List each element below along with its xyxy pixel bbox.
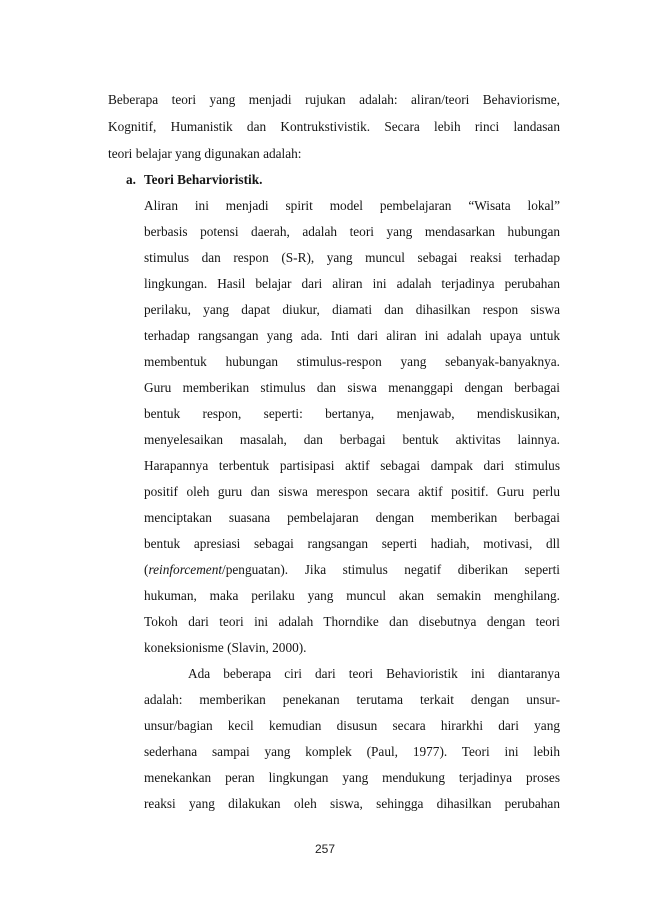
paragraph-line: menekankan peran lingkungan yang mendukung terjadinya proses — [144, 770, 560, 785]
paragraph-line: koneksionisme (Slavin, 2000). — [144, 640, 307, 655]
paragraph-line: Aliran ini menjadi spirit model pembelajaran “Wisata lokal” — [144, 198, 560, 213]
italic-term: reinforcement — [148, 562, 223, 577]
paragraph-line: bentuk apresiasi sebagai rangsangan seperti hadiah, motivasi, dll — [144, 536, 560, 551]
paragraph-line: lingkungan. Hasil belajar dari aliran ini adalah terjadinya perubahan — [144, 276, 560, 291]
paragraph-line: membentuk hubungan stimulus-respon yang sebanyak-banyaknya. — [144, 354, 560, 369]
paragraph-line: reaksi yang dilakukan oleh siswa, sehingga dihasilkan perubahan — [144, 796, 560, 811]
paragraph-line: berbasis potensi daerah, adalah teori yang mendasarkan hubungan — [144, 224, 560, 239]
paragraph-line: bentuk respon, seperti: bertanya, menjawab, mendiskusikan, — [144, 406, 560, 421]
paragraph-line: Guru memberikan stimulus dan siswa menanggapi dengan berbagai — [144, 380, 560, 395]
section-label: a. — [126, 172, 136, 187]
paragraph-line: hukuman, maka perilaku yang muncul akan semakin menghilang. — [144, 588, 560, 603]
paragraph-line: perilaku, yang dapat diukur, diamati dan dihasilkan respon siswa — [144, 302, 560, 317]
intro-line: Kognitif, Humanistik dan Kontrukstivistik. Secara lebih rinci landasan — [108, 119, 560, 134]
paragraph-line: menyelesaikan masalah, dan berbagai bentuk aktivitas lainnya. — [144, 432, 560, 447]
intro-line: Beberapa teori yang menjadi rujukan adalah: aliran/teori Behaviorisme, — [108, 92, 560, 107]
text-fragment: ( — [144, 562, 149, 577]
paragraph-line: menciptakan suasana pembelajaran dengan memberikan berbagai — [144, 510, 560, 525]
paragraph-line: sederhana sampai yang komplek (Paul, 1977). Teori ini lebih — [144, 744, 560, 759]
paragraph-line: Tokoh dari teori ini adalah Thorndike dan disebutnya dengan teori — [144, 614, 560, 629]
paragraph-line: stimulus dan respon (S-R), yang muncul sebagai reaksi terhadap — [144, 250, 560, 265]
paragraph-line: unsur/bagian kecil kemudian disusun secara hirarkhi dari yang — [144, 718, 560, 733]
section-heading — [126, 172, 262, 188]
paragraph-line: terhadap rangsangan yang ada. Inti dari aliran ini adalah upaya untuk — [144, 328, 560, 343]
intro-line: teori belajar yang digunakan adalah: — [108, 146, 302, 161]
paragraph-line: Harapannya terbentuk partisipasi aktif sebagai dampak dari stimulus — [144, 458, 560, 473]
paragraph-line: positif oleh guru dan siswa merespon secara aktif positif. Guru perlu — [144, 484, 560, 499]
page-number: 257 — [314, 842, 336, 856]
section-title: Teori Beharvioristik. — [144, 172, 263, 187]
paragraph-line: Ada beberapa ciri dari teori Behavioristik ini diantaranya — [188, 666, 560, 681]
paragraph-line: adalah: memberikan penekanan terutama terkait dengan unsur- — [144, 692, 560, 707]
text-fragment: /penguatan). Jika stimulus negatif diberikan seperti — [222, 562, 560, 577]
paragraph-line-italic — [144, 562, 560, 578]
